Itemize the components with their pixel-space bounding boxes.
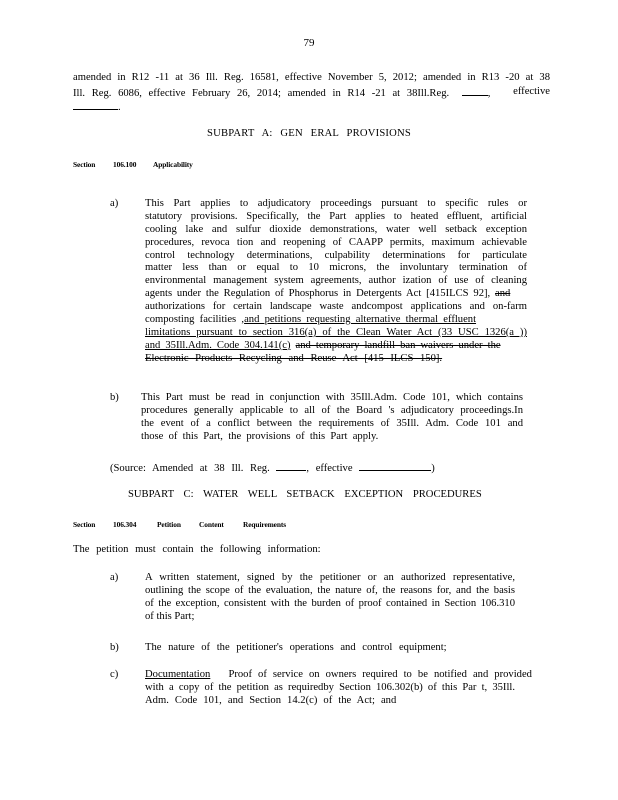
- blank-effective-date: [359, 461, 431, 471]
- history-note-text: Ill. Reg. 6086, effective February 26, 2014; amended in R14 -21 at 38Ill.Reg.: [73, 88, 450, 99]
- para-a-line: [145, 314, 527, 327]
- struck-text: and temporary landfill ban waivers under the: [295, 339, 501, 351]
- item-c-line: with a copy of the petition as requiredby Section 106.302(b) of this Par t, 35Ill.: [145, 681, 515, 693]
- para-a-line: cooling lake and sulfur dioxide demonstrations, water well setback exception: [145, 223, 527, 235]
- source-note-effective: , effective: [306, 463, 353, 474]
- para-a-line-text: composting facilities: [145, 314, 237, 326]
- section-106-304-title: [73, 519, 286, 532]
- section-caption-word: Petition: [157, 520, 181, 529]
- added-text: and 35Ill.Adm. Code 304.141(c): [145, 339, 291, 351]
- para-b-body: [141, 392, 523, 444]
- item-a-label: a): [110, 572, 119, 583]
- para-a-label: a): [110, 198, 119, 209]
- para-b-line: the event of a conflict between the requirements of 35Ill. Adm. Code 101 and: [141, 417, 523, 429]
- source-note-text: (Source: Amended at 38 Ill. Reg.: [110, 463, 270, 474]
- para-b-line: those of this Part, the provisions of this Part apply.: [141, 430, 379, 442]
- added-text: and petitions requesting alternative thermal effluent: [244, 314, 477, 326]
- subpart-a-heading: SUBPART A: GEN ERAL PROVISIONS: [207, 128, 411, 139]
- item-c-line: [145, 669, 532, 682]
- blank-reg-page: [276, 461, 306, 471]
- para-a-line: matter less than or equal to 10 microns, the involuntary termination of: [145, 262, 527, 274]
- para-a-line: [145, 340, 527, 353]
- para-a-line-text: agents under the Regulation of Phosphorus in Detergents Act [415ILCS 92],: [145, 288, 491, 300]
- item-a-line: of this Part;: [145, 610, 195, 622]
- section-caption: Applicability: [153, 160, 193, 169]
- item-b-text: The nature of the petitioner's operations and control equipment;: [145, 642, 447, 653]
- section-word: Section: [73, 520, 96, 529]
- section-number: 106.304: [113, 520, 137, 529]
- comma: ,: [241, 314, 245, 326]
- item-a-line: A written statement, signed by the petitioner or an authorized representative,: [145, 572, 515, 583]
- blank-reg-page: [462, 86, 488, 96]
- section-caption-word: Content: [199, 520, 224, 529]
- subpart-c-heading: SUBPART C: WATER WELL SETBACK EXCEPTION PROCEDURES: [128, 489, 482, 500]
- petition-intro: The petition must contain the following information:: [73, 544, 321, 555]
- item-c-body: [145, 669, 532, 708]
- para-a-line: [145, 288, 527, 301]
- section-106-100-title: [73, 159, 193, 172]
- section-number: 106.100: [113, 160, 137, 169]
- section-word: Section: [73, 160, 96, 169]
- section-caption-word: Requirements: [243, 520, 287, 529]
- period: .: [118, 102, 121, 113]
- para-a-line: statutory provisions. Specifically, the Part applies to heated effluent, artificial: [145, 210, 527, 222]
- history-note-line-2: [73, 86, 550, 101]
- para-a-line: procedures, revoca tion and reopening of CAAPP permits, maximum achievable: [145, 236, 527, 248]
- para-a-body: [145, 198, 527, 366]
- source-note: [110, 461, 435, 476]
- para-b-line: procedures generally applicable to all of the Board 's adjudicatory proceedings.In: [141, 404, 523, 416]
- item-b-label: b): [110, 642, 119, 653]
- item-a-line: of the exception, consistent with the burden of proof contained in Section 106.310: [145, 597, 515, 609]
- para-b-label: b): [110, 392, 119, 403]
- item-c-line-text: Proof of service on owners required to be notified and provided: [228, 669, 532, 680]
- history-note-line-3: [73, 100, 121, 115]
- item-c-line: Adm. Code 101, and Section 14.2(c) of the Act; and: [145, 694, 397, 706]
- comma: ,: [487, 88, 491, 99]
- para-a-line: environmental management system agreements, author ization of use of cleaning: [145, 275, 527, 287]
- item-c-label: c): [110, 669, 119, 680]
- item-a-line: outlining the scope of the evaluation, the nature of, the reasons for, and the basis: [145, 584, 515, 596]
- page-number: 79: [303, 37, 315, 49]
- history-note-line-1: amended in R12 -11 at 36 Ill. Reg. 16581, effective November 5, 2012; amended in R13 -20 at 38: [73, 72, 550, 83]
- struck-text: and: [495, 288, 511, 300]
- para-b-line: This Part must be read in conjunction with 35Ill.Adm. Code 101, which contains: [141, 392, 523, 403]
- added-text-line: limitations pursuant to section 316(a) of the Clean Water Act (33 USC 1326(a )): [145, 326, 527, 338]
- blank-effective-date: [73, 100, 118, 110]
- source-note-close: ): [431, 463, 435, 474]
- added-text: Documentation: [145, 669, 211, 680]
- item-a-body: [145, 572, 515, 624]
- struck-text-line: Electronic Products Recycling and Reuse Act [415 ILCS 150].: [145, 352, 443, 364]
- para-a-line: control technology determinations, culpability determinations for particulate: [145, 249, 527, 261]
- para-a-line: authorizations for certain landscape waste andcompost applications and on-farm: [145, 301, 527, 313]
- para-a-line: This Part applies to adjudicatory proceedings pursuant to specific rules or: [145, 198, 527, 209]
- effective-label: effective: [513, 86, 550, 97]
